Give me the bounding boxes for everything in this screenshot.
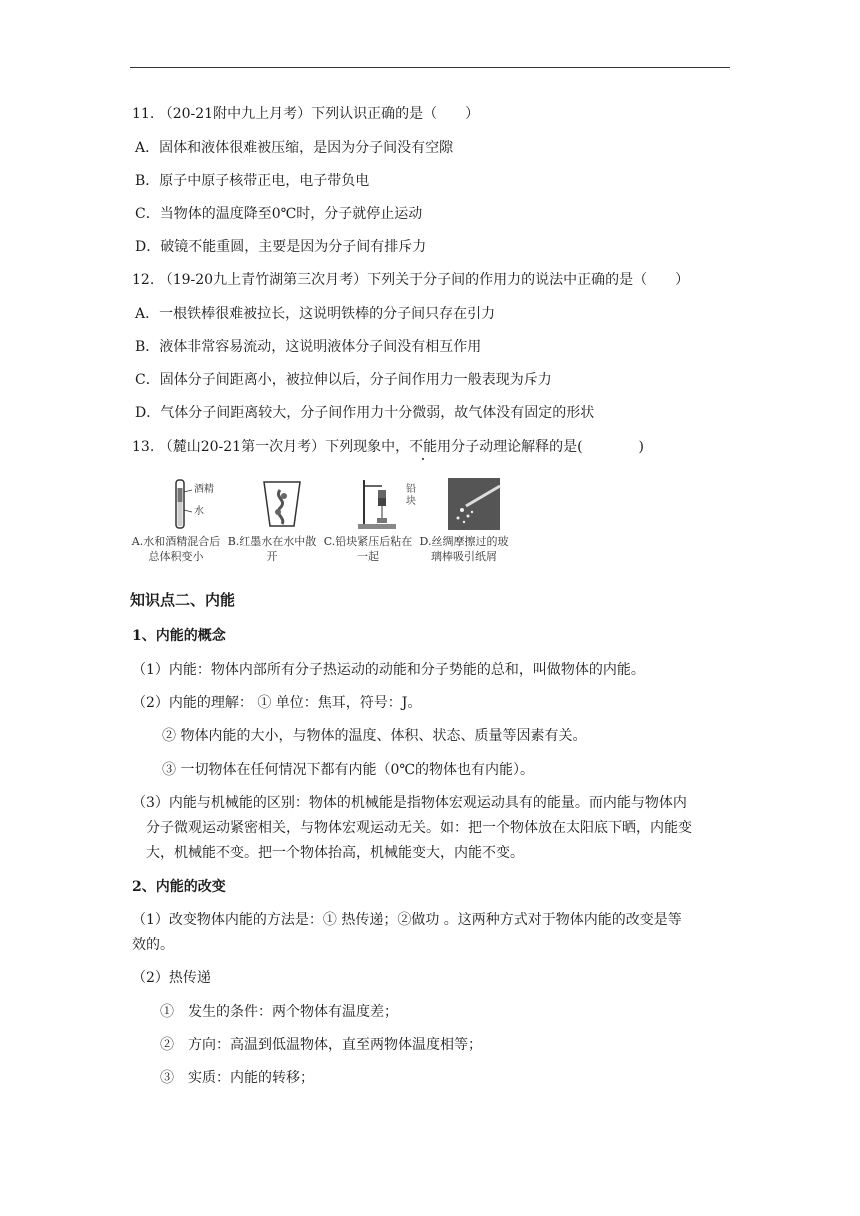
figure-a-label-alcohol: 酒精	[194, 484, 214, 495]
subsection-1-title: 1、内能的概念	[132, 628, 226, 644]
question-12-option-d: D．气体分子间距离较大，分子间作用力十分微弱，故气体没有固定的形状	[135, 405, 595, 421]
question-12-option-a: A．一根铁棒很难被拉长，这说明铁棒的分子间只存在引力	[135, 306, 496, 322]
figure-b-caption: B.红墨水在水中散开	[227, 535, 317, 563]
figure-a-label-water: 水	[194, 506, 204, 517]
sub1-line-5a: （3）内能与机械能的区别：物体的机械能是指物体宏观运动具有的能量。而内能与物体内	[132, 795, 687, 811]
sub1-line-5c: 大，机械能不变。把一个物体抬高，机械能变大，内能不变。	[146, 845, 524, 861]
figure-c	[322, 476, 414, 566]
sub2-item-2: ② 方向：高温到低温物体，直至两物体温度相等；	[160, 1037, 482, 1053]
question-11-stem: 11. （20-21附中九上月考）下列认识正确的是（ ）	[132, 106, 480, 122]
glass-rod-paper-icon	[446, 476, 502, 532]
question-11-option-a: A．固体和液体很难被压缩，是因为分子间没有空隙	[135, 140, 454, 156]
figure-c-label-lead: 铅块	[406, 484, 416, 507]
figure-c-caption: C.铅块紧压后粘在一起	[323, 535, 413, 563]
sub2-line-1a: （1）改变物体内能的方法是：① 热传递；②做功 。这两种方式对于物体内能的改变是等	[132, 912, 682, 928]
question-12-stem: 12. （19-20九上青竹湖第三次月考）下列关于分子间的作用力的说法中正确的是（ ）	[132, 272, 690, 288]
sub2-item-1: ① 发生的条件：两个物体有温度差；	[160, 1004, 398, 1020]
question-11-option-b: B．原子中原子核带正电，电子带负电	[135, 173, 370, 189]
sub1-line-1: （1）内能：物体内部所有分子热运动的动能和分子势能的总和，叫做物体的内能。	[132, 662, 645, 678]
sub2-line-2: （2）热传递	[132, 970, 211, 986]
question-13-stem-post: 用分子动理论解释的是( )	[437, 439, 645, 455]
beaker-ink-icon	[254, 476, 310, 532]
sub1-line-3: ② 物体内能的大小，与物体的温度、体积、状态、质量等因素有关。	[162, 728, 587, 744]
sub2-line-1b: 效的。	[132, 937, 174, 953]
header-rule	[130, 67, 730, 68]
sub1-line-4: ③ 一切物体在任何情况下都有内能（0℃的物体也有内能）。	[162, 762, 535, 778]
question-12-option-b: B．液体非常容易流动，这说明液体分子间没有相互作用	[135, 339, 482, 355]
question-13-stem-pre: 13. （麓山20-21第一次月考）下列现象中，	[132, 439, 410, 455]
sub1-line-5b: 分子微观运动紧密相关，与物体宏观运动无关。如：把一个物体放在太阳底下晒，内能变	[146, 820, 692, 836]
lead-block-stand-icon	[350, 476, 406, 532]
figure-a-caption: A.水和酒精混合后总体积变小	[131, 535, 221, 563]
figure-d-caption: D.丝绸摩擦过的玻璃棒吸引纸屑	[419, 535, 509, 563]
subsection-2-title: 2、内能的改变	[132, 879, 226, 895]
question-13-stem	[132, 438, 644, 456]
figure-d	[418, 476, 510, 566]
question-12-option-c: C．固体分子间距离小，被拉伸以后，分子间作用力一般表现为斥力	[135, 372, 552, 388]
section-title: 知识点二、内能	[130, 591, 236, 609]
question-13-emphasis: 不能	[409, 439, 438, 455]
figure-b	[226, 476, 318, 566]
sub2-item-3: ③ 实质：内能的转移；	[160, 1070, 314, 1086]
question-11-option-c: C．当物体的温度降至0℃时，分子就停止运动	[135, 206, 423, 222]
figure-a	[130, 476, 222, 566]
question-11-option-d: D．破镜不能重圆，主要是因为分子间有排斥力	[135, 239, 427, 255]
sub1-line-2: （2）内能的理解： ① 单位：焦耳，符号：J。	[132, 695, 422, 711]
